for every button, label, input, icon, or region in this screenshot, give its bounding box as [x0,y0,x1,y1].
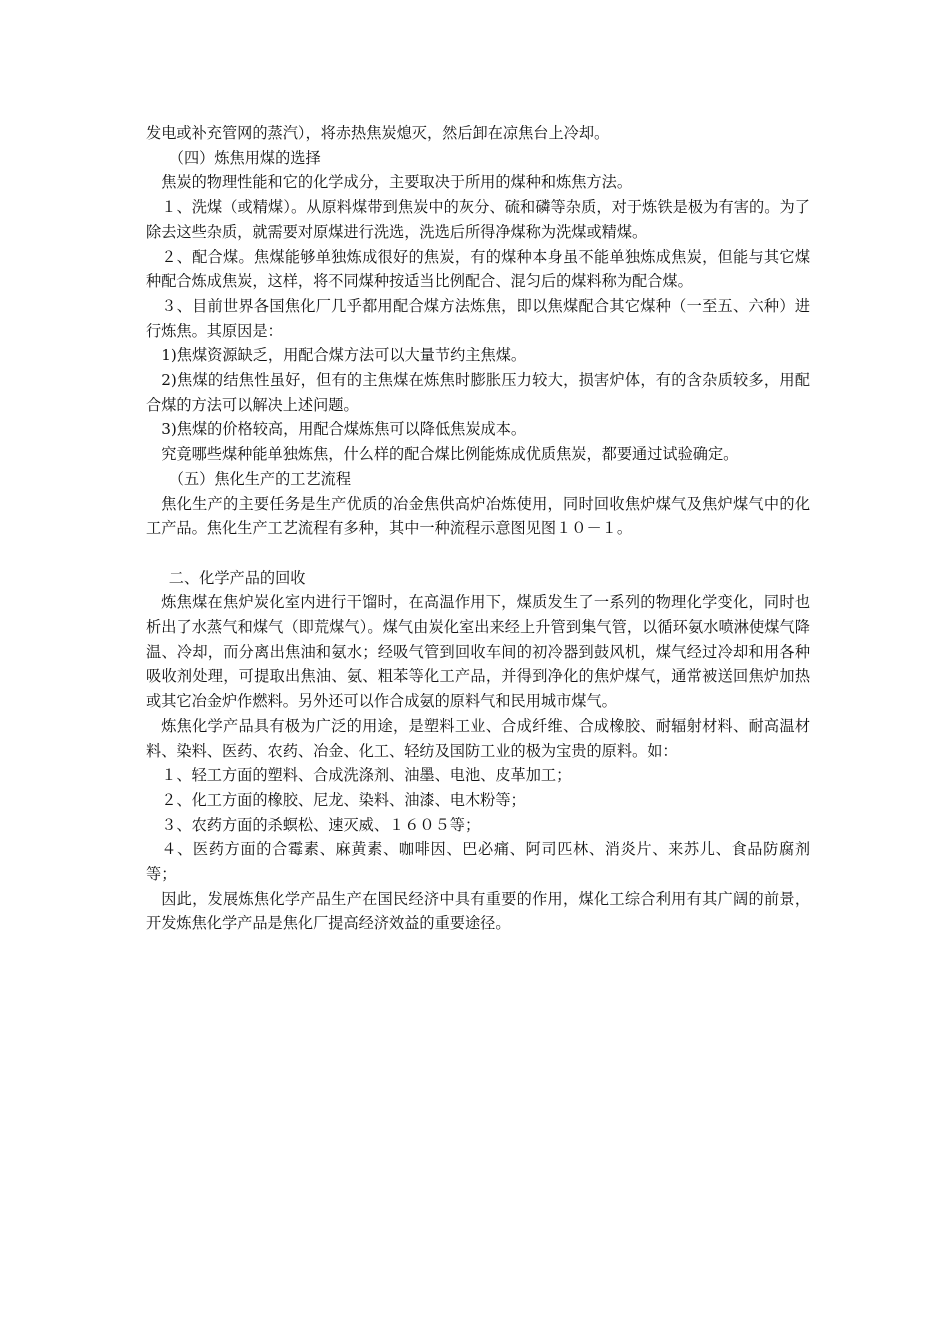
paragraph-coke-properties: 焦炭的物理性能和它的化学成分，主要取决于所用的煤种和炼焦方法。 [161,173,632,192]
section-heading-chemical-recovery: 二、化学产品的回收 [168,568,306,587]
paragraph-testing: 究竟哪些煤种能单独炼焦，什么样的配合煤比例能炼成优质焦炭，都要通过试验确定。 [161,445,739,464]
paragraph-quench: 发电或补充管网的蒸汽），将赤热焦炭熄灭，然后卸在凉焦台上冷却。 [146,124,610,142]
reason-item-1: 1)焦煤资源缺乏，用配合煤方法可以大量节约主焦煤。 [161,346,527,365]
use-item-chemical-industry: ２、化工方面的橡胶、尼龙、染料、油漆、电木粉等； [161,790,526,809]
list-item-blending-method: ３、目前世界各国焦化厂几乎都用配合煤方法炼焦，即以焦煤配合其它煤种（一至五、六种）进行炼焦。其原因是： [146,296,810,340]
paragraph-product-uses: 炼焦化学产品具有极为广泛的用途，是塑料工业、合成纤维、合成橡胶、耐辐射材料、耐高温材料、染料、医药、农药、冶金、化工、轻纺及国防工业的极为宝贵的原料。如： [146,716,810,760]
document-body [146,121,810,936]
paragraph-process-flow: 焦化生产的主要任务是生产优质的冶金焦供高炉冶炼使用，同时回收焦炉煤气及焦炉煤气中的化工产品。焦化生产工艺流程有多种，其中一种流程示意图见图１０－１。 [146,494,810,538]
use-item-medicine: ４、医药方面的合霉素、麻黄素、咖啡因、巴必痛、阿司匹林、消炎片、来苏儿、食品防腐剂等； [146,840,810,884]
list-item-washed-coal: １、洗煤（或精煤）。从原料煤带到焦炭中的灰分、硫和磷等杂质，对于炼铁是极为有害的。为了除去这些杂质，就需要对原煤进行洗选，洗选后所得净煤称为洗煤或精煤。 [146,198,810,241]
blank-line [146,541,810,566]
reason-item-3: 3)焦煤的价格较高，用配合煤炼焦可以降低焦炭成本。 [161,420,527,439]
paragraph-conclusion: 因此，发展炼焦化学产品生产在国民经济中具有重要的作用，煤化工综合利用有其广阔的前景，开发炼焦化学产品是焦化厂提高经济效益的重要途径。 [146,889,810,933]
section-heading-process-flow: （五）焦化生产的工艺流程 [168,469,352,488]
use-item-pesticides: ３、农药方面的杀螟松、速灭威、１６０５等； [161,815,481,834]
reason-item-2: 2)焦煤的结焦性虽好，但有的主焦煤在炼焦时膨胀压力较大，损害炉体，有的含杂质较多，用配合煤的方法可以解决上述问题。 [146,371,810,414]
section-heading-coal-selection: （四）炼焦用煤的选择 [168,148,321,167]
use-item-light-industry: １、轻工方面的塑料、合成洗涤剂、油墨、电池、皮革加工； [161,766,572,785]
list-item-blended-coal: ２、配合煤。焦煤能够单独炼成很好的焦炭，有的煤种本身虽不能单独炼成焦炭，但能与其它煤种配合炼成焦炭，这样，将不同煤种按适当比例配合、混匀后的煤料称为配合煤。 [146,247,810,291]
paragraph-recovery-process: 炼焦煤在焦炉炭化室内进行干馏时，在高温作用下，煤质发生了一系列的物理化学变化，同时也析出了水蒸气和煤气（即荒煤气）。煤气由炭化室出来经上升管到集气管，以循环氨水喷淋使煤气降温、冷却，而分离出焦油和氨水；经吸气管到回收车间的初冷器到鼓风机，煤气经过冷却和用各种吸收剂处理，可提取出焦油、氨、粗苯等化工产品，并得到净化的焦炉煤气，通常被送回焦炉加热或其它冶金炉作燃料。另外还可以作合成氨的原料气和民用城市煤气。 [146,593,810,711]
